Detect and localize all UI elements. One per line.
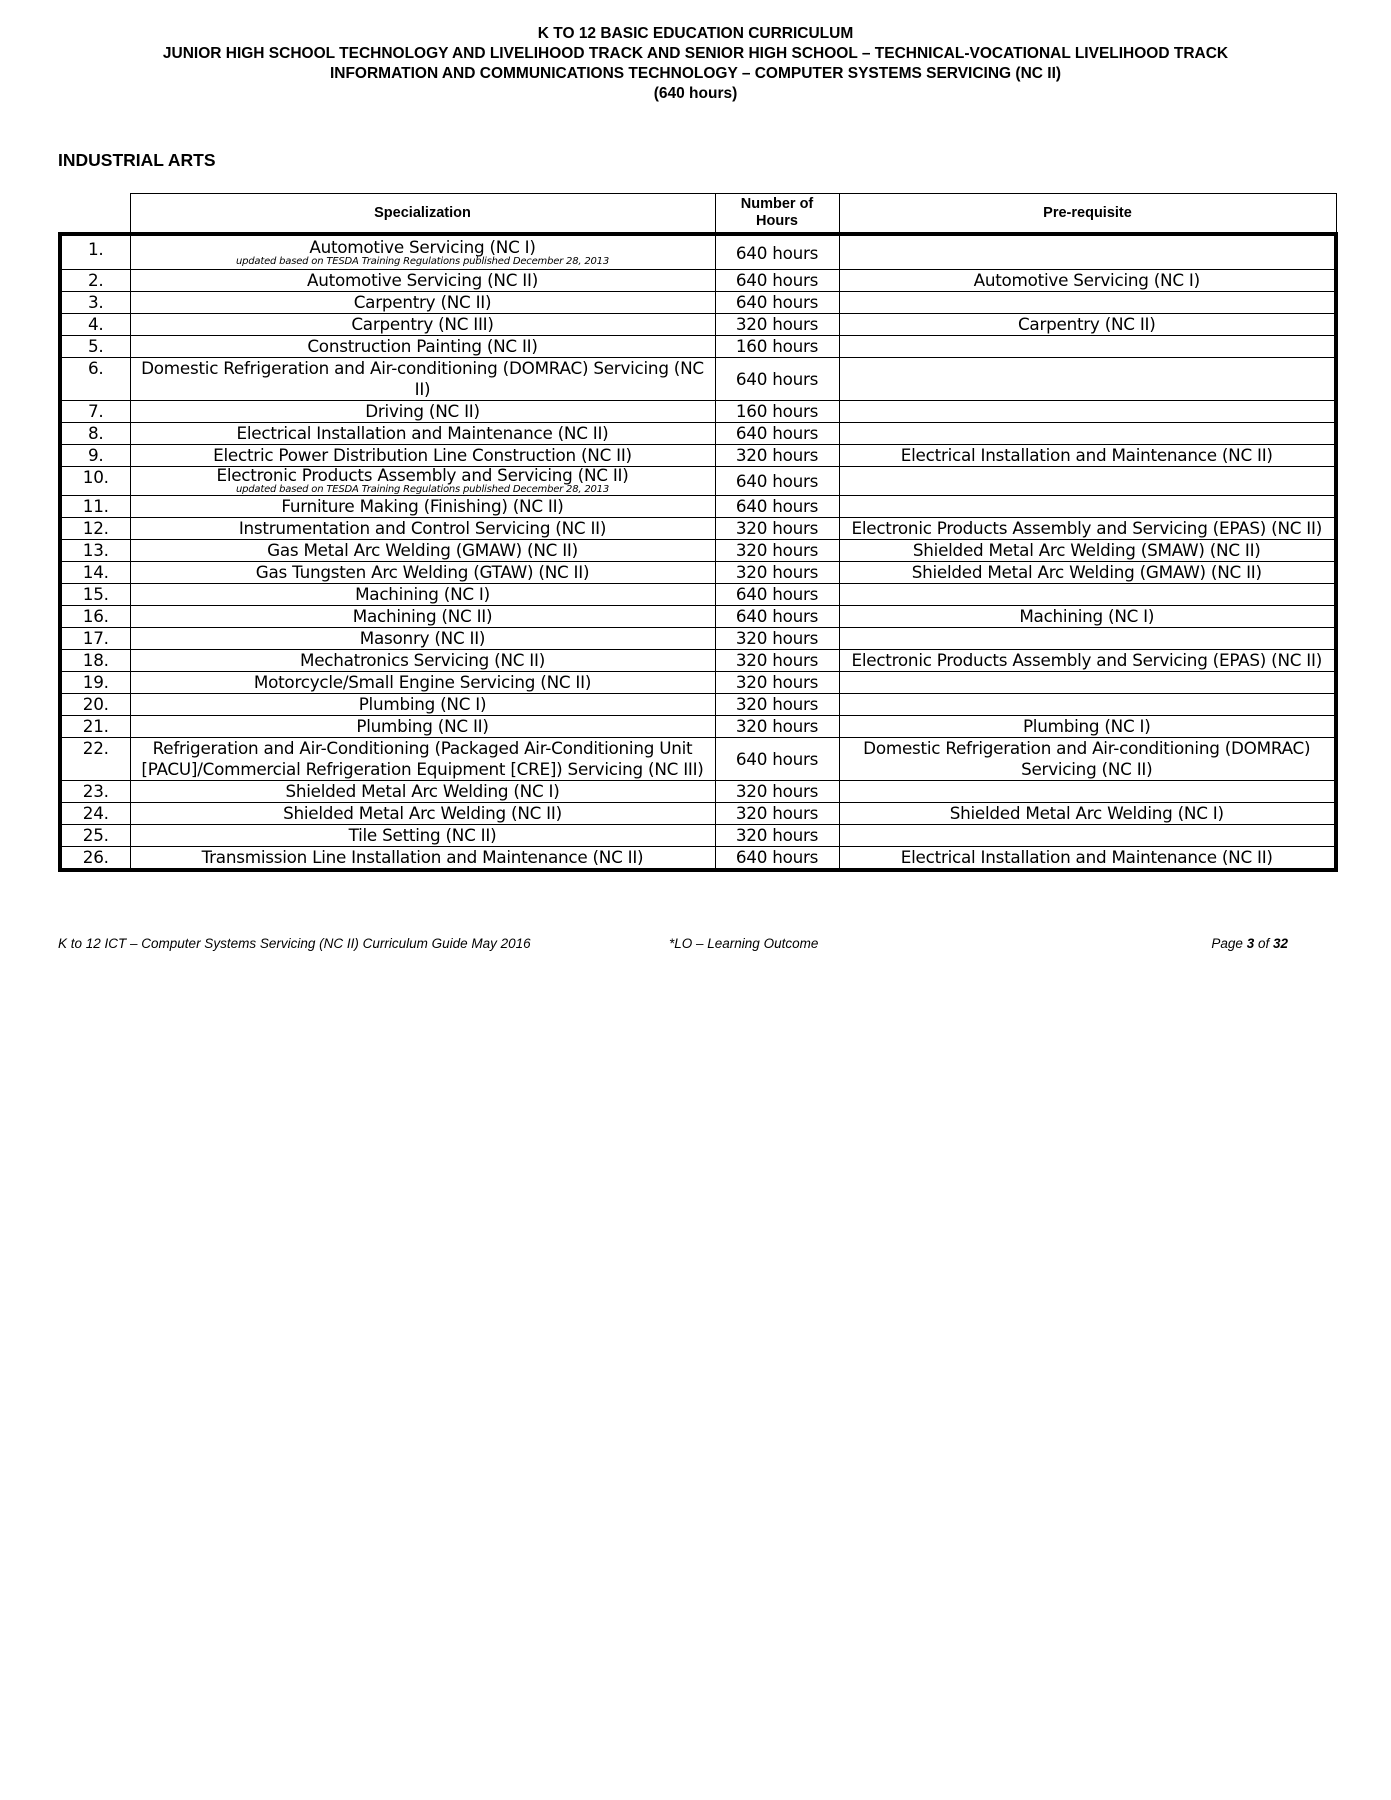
specialization-name: Electric Power Distribution Line Construction (NC II): [213, 445, 632, 465]
table-row: [60, 694, 1336, 716]
page-separator: of: [1254, 936, 1273, 951]
specialization-note: updated based on TESDA Training Regulations published December 28, 2013: [235, 484, 609, 495]
prerequisite-cell: Plumbing (NC I): [839, 716, 1336, 738]
specialization-cell: [130, 314, 715, 336]
row-number: 14.: [60, 562, 130, 584]
prerequisite-cell: [839, 496, 1336, 518]
hours-cell: 160 hours: [715, 336, 839, 358]
prerequisite-cell: [839, 825, 1336, 847]
specialization-name: Transmission Line Installation and Maintenance (NC II): [201, 847, 644, 867]
hours-cell: 320 hours: [715, 781, 839, 803]
specialization-cell: [130, 606, 715, 628]
row-number: 26.: [60, 847, 130, 871]
row-number: 15.: [60, 584, 130, 606]
prerequisite-cell: Carpentry (NC II): [839, 314, 1336, 336]
row-number: 4.: [60, 314, 130, 336]
table-row: [60, 650, 1336, 672]
specialization-cell: [130, 650, 715, 672]
table-row: [60, 540, 1336, 562]
page-footer: [58, 936, 1288, 956]
specialization-cell: [130, 694, 715, 716]
row-number: 13.: [60, 540, 130, 562]
table-row: [60, 847, 1336, 871]
table-header-row: [60, 194, 1336, 235]
specialization-name: Furniture Making (Finishing) (NC II): [281, 496, 564, 516]
hours-cell: 320 hours: [715, 803, 839, 825]
specialization-name: Construction Painting (NC II): [307, 336, 538, 356]
prerequisite-cell: Automotive Servicing (NC I): [839, 270, 1336, 292]
table-row: [60, 401, 1336, 423]
specialization-cell: [130, 540, 715, 562]
specialization-name: Automotive Servicing (NC I): [309, 237, 536, 257]
header-line-3: INFORMATION AND COMMUNICATIONS TECHNOLOGY – COMPUTER SYSTEMS SERVICING (NC II): [329, 65, 1062, 82]
hours-cell: 320 hours: [715, 314, 839, 336]
prerequisite-cell: [839, 358, 1336, 401]
prerequisite-cell: Shielded Metal Arc Welding (SMAW) (NC II): [839, 540, 1336, 562]
specialization-cell: [130, 628, 715, 650]
specialization-note: updated based on TESDA Training Regulations published December 28, 2013: [235, 256, 609, 267]
specialization-cell: [130, 738, 715, 781]
hours-cell: 640 hours: [715, 496, 839, 518]
prerequisite-cell: Electronic Products Assembly and Servicing (EPAS) (NC II): [839, 518, 1336, 540]
section-title: INDUSTRIAL ARTS: [58, 150, 216, 170]
specialization-cell: [130, 270, 715, 292]
specialization-name: Masonry (NC II): [359, 628, 486, 648]
prerequisite-cell: [839, 628, 1336, 650]
specialization-name: Motorcycle/Small Engine Servicing (NC II): [253, 672, 592, 692]
footer-page-number: [1211, 936, 1288, 951]
row-number: 3.: [60, 292, 130, 314]
hours-cell: 640 hours: [715, 270, 839, 292]
specialization-cell: [130, 496, 715, 518]
table-row: [60, 445, 1336, 467]
specialization-name: Gas Tungsten Arc Welding (GTAW) (NC II): [255, 562, 590, 582]
row-number: 24.: [60, 803, 130, 825]
hours-cell: 640 hours: [715, 467, 839, 496]
row-number: 20.: [60, 694, 130, 716]
prerequisite-cell: Electronic Products Assembly and Servicing (EPAS) (NC II): [839, 650, 1336, 672]
row-number: 5.: [60, 336, 130, 358]
footer-guide-title: K to 12 ICT – Computer Systems Servicing (NC II) Curriculum Guide May 2016: [58, 936, 531, 951]
row-number: 7.: [60, 401, 130, 423]
table-row: [60, 292, 1336, 314]
prerequisite-cell: [839, 234, 1336, 270]
table-row: [60, 781, 1336, 803]
specialization-name: Mechatronics Servicing (NC II): [299, 650, 545, 670]
table-row: [60, 270, 1336, 292]
prerequisite-cell: [839, 694, 1336, 716]
specialization-cell: [130, 562, 715, 584]
hours-cell: 320 hours: [715, 650, 839, 672]
specialization-name: Shielded Metal Arc Welding (NC II): [283, 803, 562, 823]
hours-cell: 320 hours: [715, 562, 839, 584]
prerequisite-cell: [839, 292, 1336, 314]
page-total: 32: [1272, 936, 1288, 951]
prerequisite-cell: [839, 423, 1336, 445]
row-number: 2.: [60, 270, 130, 292]
row-number: 11.: [60, 496, 130, 518]
prerequisite-cell: Shielded Metal Arc Welding (GMAW) (NC II): [839, 562, 1336, 584]
footer-legend: *LO – Learning Outcome: [669, 936, 819, 951]
prerequisite-cell: Shielded Metal Arc Welding (NC I): [839, 803, 1336, 825]
header-number-cell: [60, 194, 130, 235]
hours-cell: 320 hours: [715, 445, 839, 467]
hours-cell: 320 hours: [715, 825, 839, 847]
table-row: [60, 562, 1336, 584]
document-header: [0, 24, 1391, 104]
hours-cell: 320 hours: [715, 716, 839, 738]
hours-cell: 320 hours: [715, 540, 839, 562]
hours-cell: 640 hours: [715, 234, 839, 270]
row-number: 22.: [60, 738, 130, 781]
specialization-name: Tile Setting (NC II): [348, 825, 497, 845]
hours-cell: 640 hours: [715, 847, 839, 871]
specialization-name: Shielded Metal Arc Welding (NC I): [285, 781, 560, 801]
prerequisite-cell: Domestic Refrigeration and Air-conditioning (DOMRAC) Servicing (NC II): [839, 738, 1336, 781]
specialization-name: Refrigeration and Air-Conditioning (Packaged Air-Conditioning Unit [PACU]/Commercial Refrigeration Equipment [CRE]) Servicing (NC III): [141, 738, 704, 779]
table-row: [60, 672, 1336, 694]
specialization-name: Domestic Refrigeration and Air-conditioning (DOMRAC) Servicing (NC II): [141, 358, 704, 399]
header-prerequisite: Pre-requisite: [839, 194, 1336, 235]
table-row: [60, 803, 1336, 825]
prerequisite-cell: [839, 467, 1336, 496]
specialization-table: [58, 193, 1338, 872]
row-number: 6.: [60, 358, 130, 401]
header-line-1: K TO 12 BASIC EDUCATION CURRICULUM: [537, 25, 854, 42]
hours-cell: 640 hours: [715, 358, 839, 401]
specialization-cell: [130, 358, 715, 401]
specialization-cell: [130, 584, 715, 606]
prerequisite-cell: [839, 336, 1336, 358]
table-row: [60, 496, 1336, 518]
hours-cell: 640 hours: [715, 606, 839, 628]
table-body: [60, 234, 1336, 870]
specialization-cell: [130, 467, 715, 496]
specialization-cell: [130, 825, 715, 847]
row-number: 10.: [60, 467, 130, 496]
hours-cell: 320 hours: [715, 628, 839, 650]
header-number-of-hours: Number of Hours: [715, 194, 839, 235]
table-row: [60, 423, 1336, 445]
hours-cell: 640 hours: [715, 738, 839, 781]
page-prefix: Page: [1211, 936, 1247, 951]
specialization-cell: [130, 803, 715, 825]
specialization-name: Gas Metal Arc Welding (GMAW) (NC II): [267, 540, 578, 560]
specialization-name: Machining (NC I): [355, 584, 490, 604]
hours-cell: 320 hours: [715, 694, 839, 716]
specialization-name: Instrumentation and Control Servicing (NC II): [238, 518, 607, 538]
table-row: [60, 336, 1336, 358]
specialization-name: Machining (NC II): [352, 606, 493, 626]
specialization-name: Automotive Servicing (NC II): [307, 270, 538, 290]
row-number: 12.: [60, 518, 130, 540]
row-number: 18.: [60, 650, 130, 672]
specialization-cell: [130, 716, 715, 738]
prerequisite-cell: Machining (NC I): [839, 606, 1336, 628]
specialization-cell: [130, 445, 715, 467]
table-row: [60, 584, 1336, 606]
prerequisite-cell: [839, 584, 1336, 606]
row-number: 9.: [60, 445, 130, 467]
table-row: [60, 628, 1336, 650]
hours-cell: 320 hours: [715, 672, 839, 694]
specialization-cell: [130, 234, 715, 270]
specialization-cell: [130, 672, 715, 694]
hours-cell: 640 hours: [715, 292, 839, 314]
header-line-2: JUNIOR HIGH SCHOOL TECHNOLOGY AND LIVELIHOOD TRACK AND SENIOR HIGH SCHOOL – TECHNICAL-VOCATIONAL LIVELIHOOD TRACK: [162, 45, 1229, 62]
specialization-name: Plumbing (NC II): [356, 716, 489, 736]
specialization-cell: [130, 423, 715, 445]
table-row: [60, 314, 1336, 336]
specialization-cell: [130, 518, 715, 540]
prerequisite-cell: Electrical Installation and Maintenance (NC II): [839, 445, 1336, 467]
specialization-cell: [130, 401, 715, 423]
table-row: [60, 716, 1336, 738]
row-number: 25.: [60, 825, 130, 847]
hours-cell: 640 hours: [715, 423, 839, 445]
specialization-cell: [130, 336, 715, 358]
table-row: [60, 358, 1336, 401]
hours-cell: 320 hours: [715, 518, 839, 540]
prerequisite-cell: [839, 781, 1336, 803]
hours-cell: 640 hours: [715, 584, 839, 606]
specialization-name: Carpentry (NC III): [351, 314, 494, 334]
row-number: 21.: [60, 716, 130, 738]
row-number: 1.: [60, 234, 130, 270]
table-row: [60, 738, 1336, 781]
specialization-name: Carpentry (NC II): [353, 292, 492, 312]
prerequisite-cell: [839, 672, 1336, 694]
header-specialization: Specialization: [130, 194, 715, 235]
table-row: [60, 606, 1336, 628]
row-number: 23.: [60, 781, 130, 803]
specialization-cell: [130, 292, 715, 314]
row-number: 17.: [60, 628, 130, 650]
prerequisite-cell: [839, 401, 1336, 423]
prerequisite-cell: Electrical Installation and Maintenance (NC II): [839, 847, 1336, 871]
row-number: 8.: [60, 423, 130, 445]
specialization-name: Electronic Products Assembly and Servicing (NC II): [216, 465, 629, 485]
table-row: [60, 234, 1336, 270]
specialization-name: Driving (NC II): [365, 401, 480, 421]
table-row: [60, 825, 1336, 847]
table-row: [60, 467, 1336, 496]
hours-cell: 160 hours: [715, 401, 839, 423]
row-number: 19.: [60, 672, 130, 694]
specialization-name: Electrical Installation and Maintenance (NC II): [236, 423, 609, 443]
specialization-name: Plumbing (NC I): [358, 694, 487, 714]
specialization-cell: [130, 781, 715, 803]
row-number: 16.: [60, 606, 130, 628]
specialization-cell: [130, 847, 715, 871]
header-line-4: (640 hours): [653, 85, 738, 102]
table-row: [60, 518, 1336, 540]
page-current: 3: [1246, 936, 1255, 951]
